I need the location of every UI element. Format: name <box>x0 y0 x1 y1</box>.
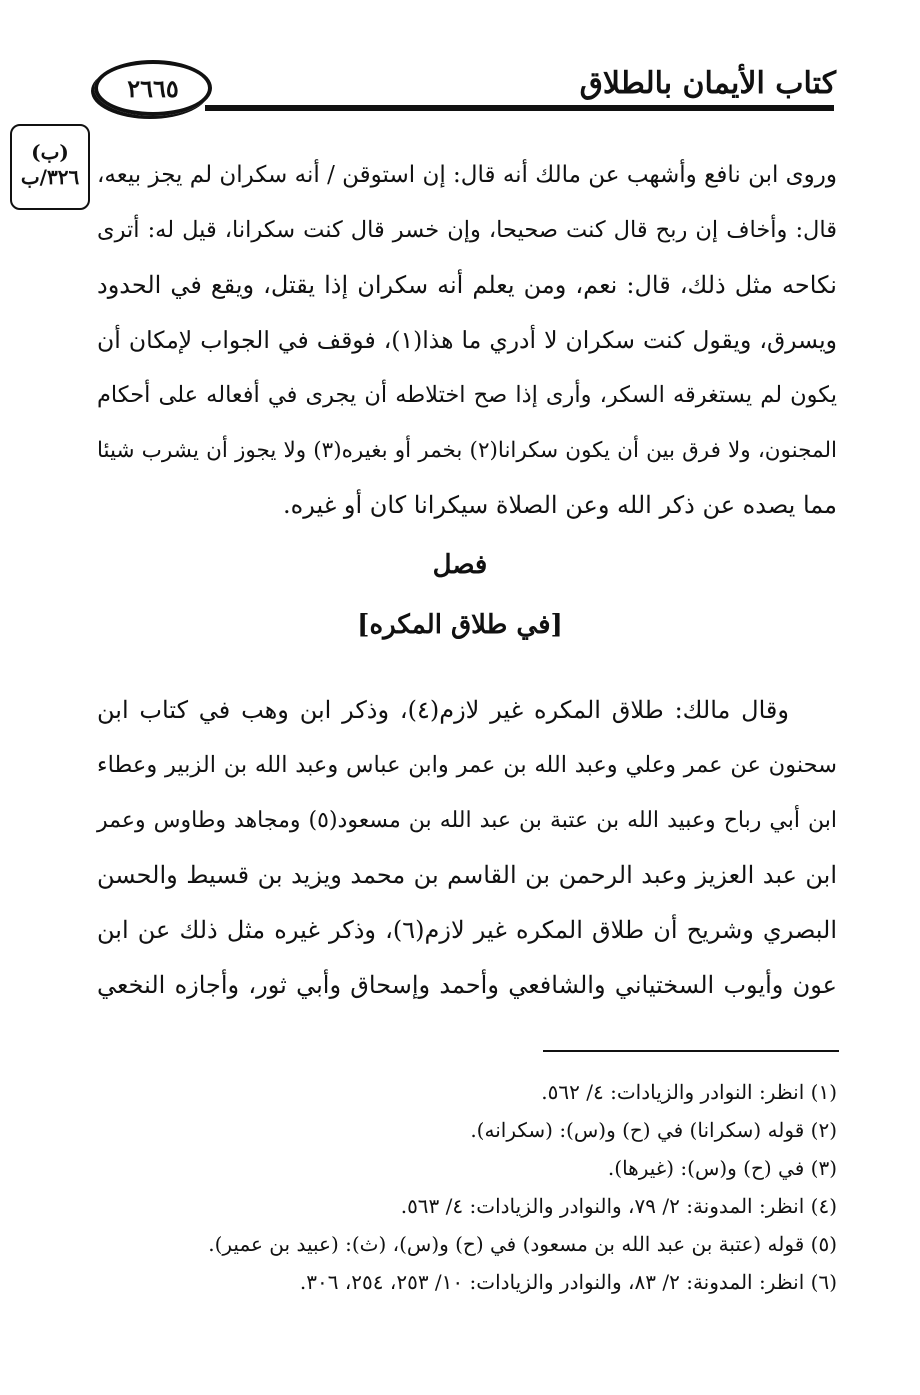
running-header-title: كتاب الأيمان بالطلاق <box>579 66 836 101</box>
page-number: ٢٦٦٥ <box>127 73 179 103</box>
footnote: (٤) انظر: المدونة: ٢/ ٧٩، والنوادر والزيادات: ٤/ ٥٦٣. <box>400 1194 837 1218</box>
section-subheading: [في طلاق المكره] <box>357 610 563 640</box>
text-line: البصري وشريح أن طلاق المكره غير لازم(٦)، وذكر غيره مثل ذلك عن ابن <box>97 916 837 944</box>
footnote: (٥) قوله (عتبة بن عبد الله بن مسعود) في (ح) و(س)، (ث): (عبيد بن عمير). <box>208 1232 837 1256</box>
text-line: ويسرق، ويقول كنت سكران لا أدري ما هذا(١)، فوقف في الجواب لإمكان أن <box>97 326 837 354</box>
text-line: ابن عبد العزيز وعبد الرحمن بن القاسم بن محمد ويزيد بن قسيط والحسن <box>97 861 837 889</box>
text-line: قال: وأخاف إن ربح قال كنت صحيحا، وإن خسر قال كنت سكرانا، قيل له: أترى <box>97 217 837 243</box>
text-line: سحنون عن عمر وعلي وعبد الله بن عمر وابن عباس وعبد الله بن الزبير وعطاء <box>97 752 837 778</box>
text-line: وروى ابن نافع وأشهب عن مالك أنه قال: إن استوقن / أنه سكران لم يجز بيعه، <box>97 162 837 188</box>
manuscript-margin-note <box>10 124 90 210</box>
footnote: (١) انظر: النوادر والزيادات: ٤/ ٥٦٢. <box>541 1080 837 1104</box>
paragraph-1 <box>97 148 837 533</box>
footnote: (٦) انظر: المدونة: ٢/ ٨٣، والنوادر والزيادات: ١٠/ ٢٥٣، ٢٥٤، ٣٠٦. <box>299 1270 837 1294</box>
page-number-oval <box>94 60 212 116</box>
margin-note-folio-side: (ب) <box>31 140 69 164</box>
paragraph-2 <box>97 683 837 1013</box>
text-line: المجنون، ولا فرق بين أن يكون سكرانا(٢) بخمر أو بغيره(٣) ولا يجوز أن يشرب شيئا <box>97 438 837 463</box>
section-heading: فصل <box>432 550 488 580</box>
footnotes <box>60 1073 837 1301</box>
text-line: وقال مالك: طلاق المكره غير لازم(٤)، وذكر ابن وهب في كتاب ابن <box>97 696 789 724</box>
margin-note-folio-number: ٣٢٦/ب <box>20 165 80 189</box>
text-line: مما يصده عن ذكر الله وعن الصلاة سيكرانا كان أو غيره. <box>283 491 837 519</box>
text-line: ابن أبي رباح وعبيد الله بن عتبة بن عبد الله بن مسعود(٥) ومجاهد وطاوس وعمر <box>97 808 838 833</box>
footnote: (٣) في (ح) و(س): (غيرها). <box>607 1156 837 1180</box>
header-rule <box>205 105 834 111</box>
footnote: (٢) قوله (سكرانا) في (ح) و(س): (سكرانه). <box>470 1118 837 1142</box>
text-line: يكون لم يستغرقه السكر، وأرى إذا صح اختلاطه أن يجرى في أفعاله على أحكام <box>97 382 837 408</box>
text-line: نكاحه مثل ذلك، قال: نعم، ومن يعلم أنه سكران إذا يقتل، ويقع في الحدود <box>97 271 837 299</box>
text-line: عون وأيوب السختياني والشافعي وأحمد وإسحاق وأبي ثور، وأجازه النخعي <box>97 971 837 999</box>
footnote-separator <box>543 1050 839 1052</box>
